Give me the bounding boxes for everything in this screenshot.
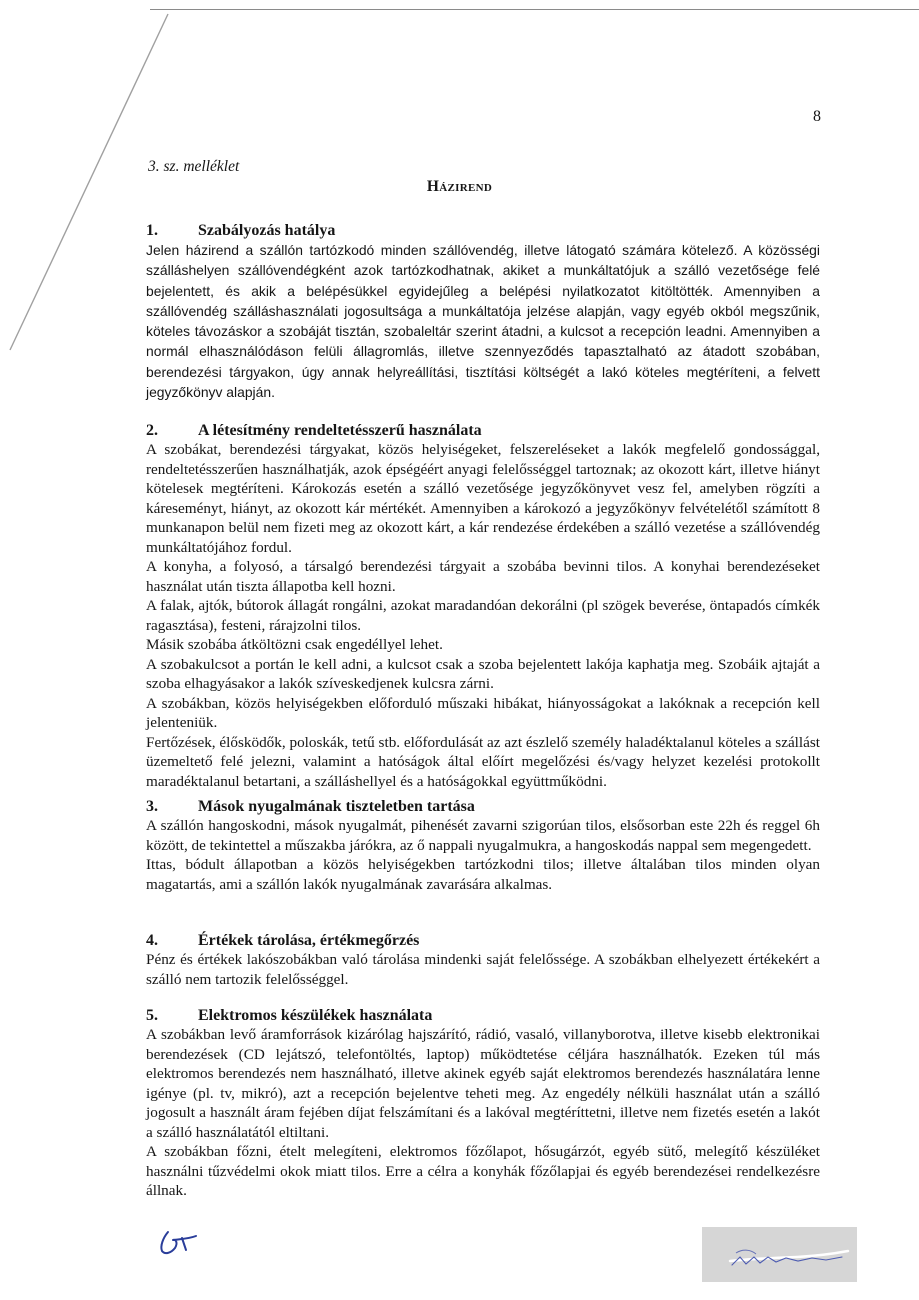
paragraph: A falak, ajtók, bútorok állagát rongálni, azokat maradandóan dekorálni (pl szögek beverése, öntapadós címkék ragasztása), festeni, rárajzolni tilos. [146,597,820,634]
section-number: 4. [146,932,158,949]
annex-label: 3. sz. melléklet [148,158,240,175]
handwritten-initials [156,1228,208,1258]
section-number: 5. [146,1007,158,1024]
section-1 [146,221,820,402]
paragraph: Ittas, bódult állapotban a közös helyiségekben tartózkodni tilos; illetve általában tilos minden olyan magatartás, ami a szállón lakók nyugalmának zavarására alkalmas. [146,856,820,893]
section-heading [146,797,820,816]
section-heading [146,221,820,240]
paragraph: Pénz és értékek lakószobákban való tárolása mindenki saját felelőssége. A szobákban elhelyezett értékekért a szálló nem tartozik felelősséggel. [146,951,820,988]
section-number: 1. [146,222,158,239]
scan-border-top [150,9,919,10]
section-title: Mások nyugalmának tiszteletben tartása [198,798,475,815]
paragraph: A szobákban főzni, ételt melegíteni, elektromos főzőlapot, hősugárzót, egyéb sütő, melegítő készüléket használni tűzvédelmi okok miatt tilos. Erre a célra a konyhák főzőlapjai és egyéb berendezései rendelkezésre állnak. [146,1143,820,1199]
section-4 [146,931,820,989]
section-2 [146,421,820,791]
paragraph: A szobákban levő áramforrások kizárólag hajszárító, rádió, vasaló, villanyborotva, illetve kisebb elektronikai berendezések (CD lejátszó, telefontöltés, laptop) működtetése céljára használhatók. Ezeken túl más elektromos berendezés nem használható, illetve akinek egyéb saját elektromos berendezés használatára lenne igénye (pl. tv, mikró), azt a recepción bejelentve teheti meg. Az engedély nélküli használat után a szálló jogosult a használt áram fejében díjat felszámítani és a lakóval megtéríttetni, illetve nem fizetés esetén a lakót a szálló használatától eltiltani. [146,1026,820,1141]
paragraph: Jelen házirend a szállón tartózkodó minden szállóvendég, illetve látogató számára kötelező. A közösségi szálláshelyen szállóvendégként azok tartózkodhatnak, akiket a munkáltatójuk a szálló vezetősége felé bejelentett, és akik a belépésükkel egyidejűleg a belépési nyilatkozatot kitöltötték. Amennyiben a szállóvendég szálláshasználati jogosultsága a munkáltatója jelzése alapján, vagy egyéb okból megszűnik, köteles távozáskor a szobáját tisztán, szobaleltár szerint átadni, a kulcsot a recepción leadni. Amennyiben a normál elhasználódáson felüli állagromlás, illetve szennyeződés tapasztalható az átadott szobában, berendezési tárgyakon, úgy annak helyreállítási, tisztítási költségét a lakó köteles megtéríteni, a felvett jegyzőkönyv alapján. [146,242,820,401]
section-number: 3. [146,798,158,815]
section-number: 2. [146,422,158,439]
document-title: Házirend [426,178,493,195]
signature-redaction-box [702,1227,857,1282]
paragraph: A szállón hangoskodni, mások nyugalmát, pihenését zavarni szigorúan tilos, elsősorban este 22h és reggel 6h között, de tekintettel a műszakba járókra, az ő nappali nyugalmukra, a hangoskodás nappal sem megengedett. [146,817,820,854]
paragraph: A szobákban, közös helyiségekben előforduló műszaki hibákat, hiányosságokat a lakóknak a recepción kell jelenteniük. [146,694,820,731]
section-title: Értékek tárolása, értékmegőrzés [198,932,420,949]
section-heading [146,1006,820,1025]
section-title: A létesítmény rendeltetésszerű használata [198,422,482,439]
section-3 [146,797,820,894]
signature-scribble [702,1227,857,1282]
section-heading [146,421,820,440]
paragraph: A szobákat, berendezési tárgyakat, közös helyiségeket, felszereléseket a lakók megfelelő gondossággal, rendeltetésszerűen használhatják, azok épségéért anyagi felelősséggel tartoznak; az okozott kárt, illetve hiányt kötelesek megtéríteni. Károkozás esetén a szálló vezetősége jegyzőkönyvet vesz fel, amelyben rögzíti a káreseményt, hiányt, az okozott kár mértékét. Amennyiben a károkozó a jegyzőkönyv felvételétől számított 8 munkanapon belül nem fizeti meg az okozott kárt, a kár rendezése érdekében a szálló vezetése a szállóvendég munkáltatójához fordul. [146,441,820,556]
paragraph: A szobakulcsot a portán le kell adni, a kulcsot csak a szoba bejelentett lakója kaphatja meg. Szobáik ajtaját a szoba elhagyásakor a lakók szíveskedjenek kulcsra zárni. [146,655,820,692]
section-5 [146,1006,820,1201]
paragraph: Fertőzések, élősködők, poloskák, tetű stb. előfordulását az azt észlelő személy haladéktalanul köteles a szállást üzemeltető felé jelezni, valamint a hatóságok által előírt megelőzési és/vagy helyzet kezelési protokollt maradéktalanul betartani, a szálláshellyel és a hatóságokkal együttműködni. [146,733,820,790]
page-number: 8 [813,108,821,125]
section-title: Elektromos készülékek használata [198,1007,433,1024]
paragraph: Másik szobába átköltözni csak engedéllyel lehet. [146,636,443,653]
section-heading [146,931,820,950]
section-title: Szabályozás hatálya [198,222,336,239]
paragraph: A konyha, a folyosó, a társalgó berendezési tárgyait a szobába bevinni tilos. A konyhai berendezéseket használat után tiszta állapotba kell hozni. [146,558,820,595]
